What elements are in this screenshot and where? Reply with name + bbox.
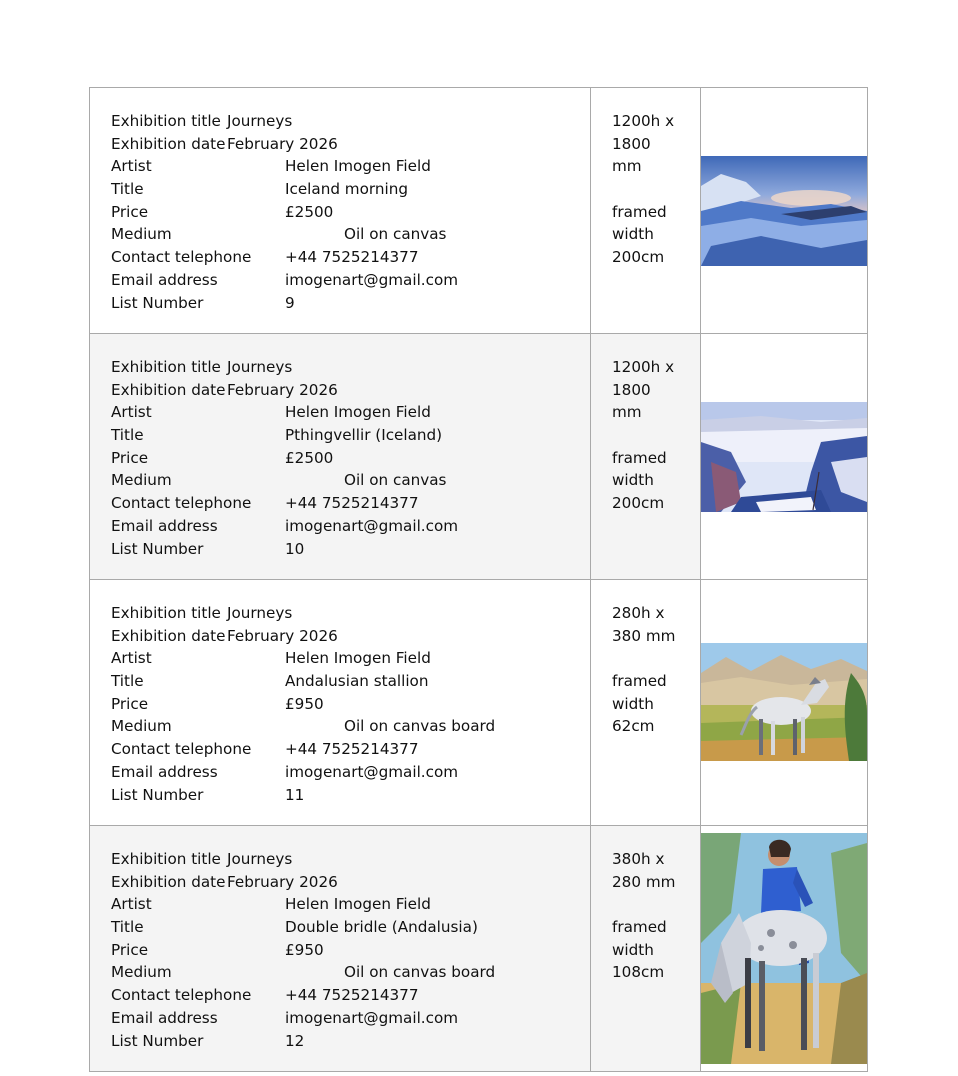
email-address-value: imogenart@gmail.com xyxy=(285,270,459,289)
price-label: Price xyxy=(111,940,149,959)
dimensions-line: 108cm xyxy=(612,963,665,982)
table-row xyxy=(90,826,868,1072)
andalusian-stallion-painting xyxy=(701,643,867,761)
artwork-details-cell xyxy=(90,88,591,334)
dimensions-line: width xyxy=(612,694,654,713)
dimensions-line: mm xyxy=(612,403,642,422)
iceland-morning-painting xyxy=(701,156,867,266)
dimensions-line: framed xyxy=(612,448,667,467)
title-value: Iceland morning xyxy=(285,180,408,199)
exhibition-date-value: February 2026 xyxy=(227,380,338,399)
artwork-image-cell xyxy=(701,334,868,580)
table-row xyxy=(90,88,868,334)
medium-label: Medium xyxy=(111,963,172,982)
exhibition-date-label: Exhibition date xyxy=(111,626,226,645)
dimensions-cell xyxy=(591,580,701,826)
dimensions-cell xyxy=(591,826,701,1072)
dimensions-line xyxy=(612,647,700,670)
exhibition-date-value: February 2026 xyxy=(227,626,338,645)
exhibition-title-label: Exhibition title xyxy=(111,358,221,376)
dimensions-cell xyxy=(591,88,701,334)
dimensions-line: width xyxy=(612,225,654,244)
contact-telephone-value: +44 7525214377 xyxy=(285,740,419,759)
double-bridle-painting xyxy=(701,833,867,1064)
dimensions-line: width xyxy=(612,471,654,490)
artwork-list-table xyxy=(89,87,868,1072)
title-label: Title xyxy=(111,426,144,445)
dimensions-line: 380h x xyxy=(612,850,665,868)
email-address-label: Email address xyxy=(111,270,218,289)
exhibition-title-value: Journeys xyxy=(227,358,293,376)
medium-value: Oil on canvas xyxy=(344,225,447,244)
price-label: Price xyxy=(111,202,149,221)
dimensions-line: mm xyxy=(612,157,642,176)
dimensions-line: 1800 xyxy=(612,134,651,153)
table-row xyxy=(90,580,868,826)
exhibition-title-label: Exhibition title xyxy=(111,112,221,130)
dimensions-line: 280 mm xyxy=(612,872,676,891)
title-value: Double bridle (Andalusia) xyxy=(285,918,478,937)
list-number-value: 9 xyxy=(285,293,295,312)
dimensions-cell xyxy=(591,334,701,580)
dimensions-line: 1800 xyxy=(612,380,651,399)
exhibition-title-label: Exhibition title xyxy=(111,604,221,622)
dimensions-line: 62cm xyxy=(612,717,655,736)
artist-value: Helen Imogen Field xyxy=(285,157,431,176)
exhibition-title-label: Exhibition title xyxy=(111,850,221,868)
email-address-value: imogenart@gmail.com xyxy=(285,762,459,781)
contact-telephone-label: Contact telephone xyxy=(111,248,252,267)
contact-telephone-value: +44 7525214377 xyxy=(285,986,419,1005)
table-row xyxy=(90,334,868,580)
exhibition-date-label: Exhibition date xyxy=(111,380,226,399)
medium-value: Oil on canvas board xyxy=(344,717,496,736)
dimensions-line: 380 mm xyxy=(612,626,676,645)
price-value: £2500 xyxy=(285,448,334,467)
contact-telephone-label: Contact telephone xyxy=(111,986,252,1005)
exhibition-date-value: February 2026 xyxy=(227,872,338,891)
price-value: £2500 xyxy=(285,202,334,221)
dimensions-line: framed xyxy=(612,202,667,221)
medium-value: Oil on canvas xyxy=(344,471,447,490)
artwork-details-cell xyxy=(90,580,591,826)
artist-label: Artist xyxy=(111,649,152,668)
dimensions-line: width xyxy=(612,940,654,959)
list-number-label: List Number xyxy=(111,1031,204,1050)
medium-label: Medium xyxy=(111,717,172,736)
artist-value: Helen Imogen Field xyxy=(285,895,431,914)
price-label: Price xyxy=(111,448,149,467)
exhibition-title-value: Journeys xyxy=(227,604,293,622)
title-label: Title xyxy=(111,918,144,937)
email-address-label: Email address xyxy=(111,762,218,781)
list-number-label: List Number xyxy=(111,539,204,558)
email-address-label: Email address xyxy=(111,516,218,535)
title-label: Title xyxy=(111,180,144,199)
list-number-value: 12 xyxy=(285,1031,305,1050)
pthingvellir-painting xyxy=(701,402,867,512)
artist-label: Artist xyxy=(111,157,152,176)
title-label: Title xyxy=(111,672,144,691)
artwork-details-cell xyxy=(90,334,591,580)
dimensions-line: 1200h x xyxy=(612,358,675,376)
medium-label: Medium xyxy=(111,471,172,490)
contact-telephone-value: +44 7525214377 xyxy=(285,248,419,267)
dimensions-line: 200cm xyxy=(612,248,665,267)
exhibition-date-label: Exhibition date xyxy=(111,872,226,891)
dimensions-line: framed xyxy=(612,672,667,691)
artist-label: Artist xyxy=(111,403,152,422)
price-value: £950 xyxy=(285,940,324,959)
dimensions-line: framed xyxy=(612,918,667,937)
exhibition-date-label: Exhibition date xyxy=(111,134,226,153)
contact-telephone-value: +44 7525214377 xyxy=(285,494,419,513)
price-label: Price xyxy=(111,694,149,713)
dimensions-line: 1200h x xyxy=(612,112,675,130)
dimensions-line xyxy=(612,424,700,447)
artwork-image-cell xyxy=(701,580,868,826)
contact-telephone-label: Contact telephone xyxy=(111,494,252,513)
artist-label: Artist xyxy=(111,895,152,914)
list-number-value: 11 xyxy=(285,785,305,804)
price-value: £950 xyxy=(285,694,324,713)
artwork-image-cell xyxy=(701,826,868,1072)
list-number-label: List Number xyxy=(111,293,204,312)
email-address-value: imogenart@gmail.com xyxy=(285,516,459,535)
artist-value: Helen Imogen Field xyxy=(285,403,431,422)
title-value: Andalusian stallion xyxy=(285,672,429,691)
email-address-label: Email address xyxy=(111,1008,218,1027)
dimensions-line xyxy=(612,178,700,201)
list-number-label: List Number xyxy=(111,785,204,804)
exhibition-title-value: Journeys xyxy=(227,850,293,868)
contact-telephone-label: Contact telephone xyxy=(111,740,252,759)
artwork-details-cell xyxy=(90,826,591,1072)
artwork-image-cell xyxy=(701,88,868,334)
dimensions-line xyxy=(612,893,700,916)
dimensions-line: 200cm xyxy=(612,494,665,513)
list-number-value: 10 xyxy=(285,539,305,558)
title-value: Pthingvellir (Iceland) xyxy=(285,426,443,445)
medium-label: Medium xyxy=(111,225,172,244)
exhibition-date-value: February 2026 xyxy=(227,134,338,153)
email-address-value: imogenart@gmail.com xyxy=(285,1008,459,1027)
exhibition-title-value: Journeys xyxy=(227,112,293,130)
dimensions-line: 280h x xyxy=(612,604,665,622)
artist-value: Helen Imogen Field xyxy=(285,649,431,668)
medium-value: Oil on canvas board xyxy=(344,963,496,982)
